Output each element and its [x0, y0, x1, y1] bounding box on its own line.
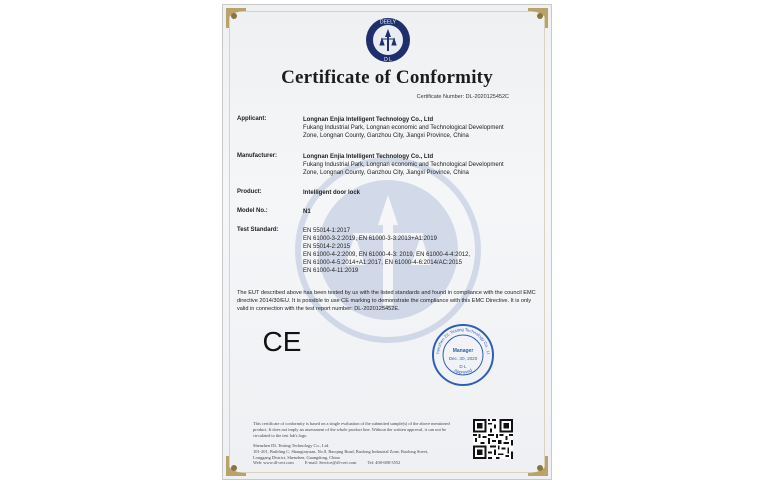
applicant-address-line: Fukang Industrial Park, Longnan economic and Technological Development: [303, 125, 504, 131]
manufacturer-address-line: Zone, Longnan County, Ganzhou City, Jiangxi Province, China: [303, 170, 469, 176]
corner-ornament-icon: [527, 7, 549, 29]
stamp-ring-text: henzhen DL Testing Technology Co., Lt: [435, 326, 491, 355]
field-value: [303, 227, 543, 275]
standard-line: EN 55014-1:2017: [303, 228, 351, 234]
approval-stamp-icon: [431, 323, 495, 387]
field-label: Test Standard:: [237, 227, 279, 233]
field-label: Manufacturer:: [237, 153, 278, 159]
field-value: [303, 116, 543, 140]
standard-line: EN 61000-3-2:2019, EN 61000-3-3:2013+A1:2019: [303, 236, 437, 242]
model-value: N1: [303, 209, 311, 215]
product-value: Intelligent door lock: [303, 190, 361, 196]
address-line: Longgang District, Shenzhen, Guangdong, China: [253, 454, 340, 460]
web-link[interactable]: Web: www.dl-cert.com: [253, 460, 294, 466]
corner-ornament-icon: [527, 455, 549, 477]
qr-code-icon[interactable]: [473, 419, 513, 459]
standard-line: EN 55014-2:2015: [303, 244, 351, 250]
field-value: [303, 189, 543, 197]
logo-top-text: DEELY: [379, 19, 397, 26]
applicant-name: Longnan Enjia Intelligent Technology Co., Ltd: [303, 117, 434, 123]
certificate-number: Certificate Number: DL-2020125452C: [416, 94, 509, 100]
phone-number: Tel: 400-688-3552: [367, 460, 401, 466]
manufacturer-name: Longnan Enjia Intelligent Technology Co., Ltd: [303, 154, 434, 160]
company-name: Shenzhen DL Testing Technology Co., Ltd.: [253, 443, 330, 448]
standard-line: EN 61000-4-2:2009, EN 61000-4-3: 2019, EN 61000-4-4:2012,: [303, 252, 471, 258]
stamp-date: Dec. 30, 2020: [448, 356, 478, 361]
applicant-address-line: Zone, Longnan County, Ganzhou City, Jiangxi Province, China: [303, 133, 469, 139]
field-value: [303, 153, 543, 177]
deely-logo-icon: [365, 15, 411, 65]
field-label: Applicant:: [237, 116, 267, 122]
stamp-center-text: Manager: [452, 348, 474, 354]
corner-ornament-icon: [225, 455, 247, 477]
page-title: Certificate of Conformity: [281, 67, 493, 88]
footer-disclaimer: This certificate of conformity is based on a single evaluation of the submitted sample(s) of the above mentioned product. It does not imply an assessment of the whole product line. Without the written approval, it can not be circulated to the test lab's logo.: [253, 421, 450, 438]
certificate-document: [222, 4, 552, 480]
ce-mark-icon: [261, 327, 303, 355]
email-link[interactable]: E-mail: Service@dl-cert.com: [304, 460, 357, 466]
standard-line: EN 61000-4-11:2019: [303, 268, 359, 274]
logo-bottom-text: D L: [384, 57, 392, 63]
manufacturer-address-line: Fukang Industrial Park, Longnan economic and Technological Development: [303, 162, 504, 168]
field-label: Model No.:: [237, 208, 268, 214]
stamp-dl-text: D L: [459, 364, 467, 369]
corner-ornament-icon: [225, 7, 247, 29]
stamp-bottom-text: Approved: [453, 367, 473, 375]
field-label: Product:: [237, 189, 262, 195]
compliance-statement: The EUT described above has been tested by us with the listed standards and found in compliance with the council EMC directive 2014/30/EU. It is possible to use CE marking to demonstrate the compliance with this EMC Directive. It is only valid in connection with the test report number: DL-2020125452E.: [237, 290, 536, 312]
field-value: [303, 208, 543, 216]
address-line: 101-201, Building C, Shangtaiyuan, No.8, Baoqing Road, Baolong Industrial Zone, Baolong Street,: [253, 448, 429, 454]
ce-mark-text: CE: [262, 327, 302, 355]
footer-address: [253, 443, 473, 466]
contact-line: [253, 460, 473, 466]
standard-line: EN 61000-4-5:2014+A1:2017, EN 61000-4-6:2014/AC:2015: [303, 260, 462, 266]
